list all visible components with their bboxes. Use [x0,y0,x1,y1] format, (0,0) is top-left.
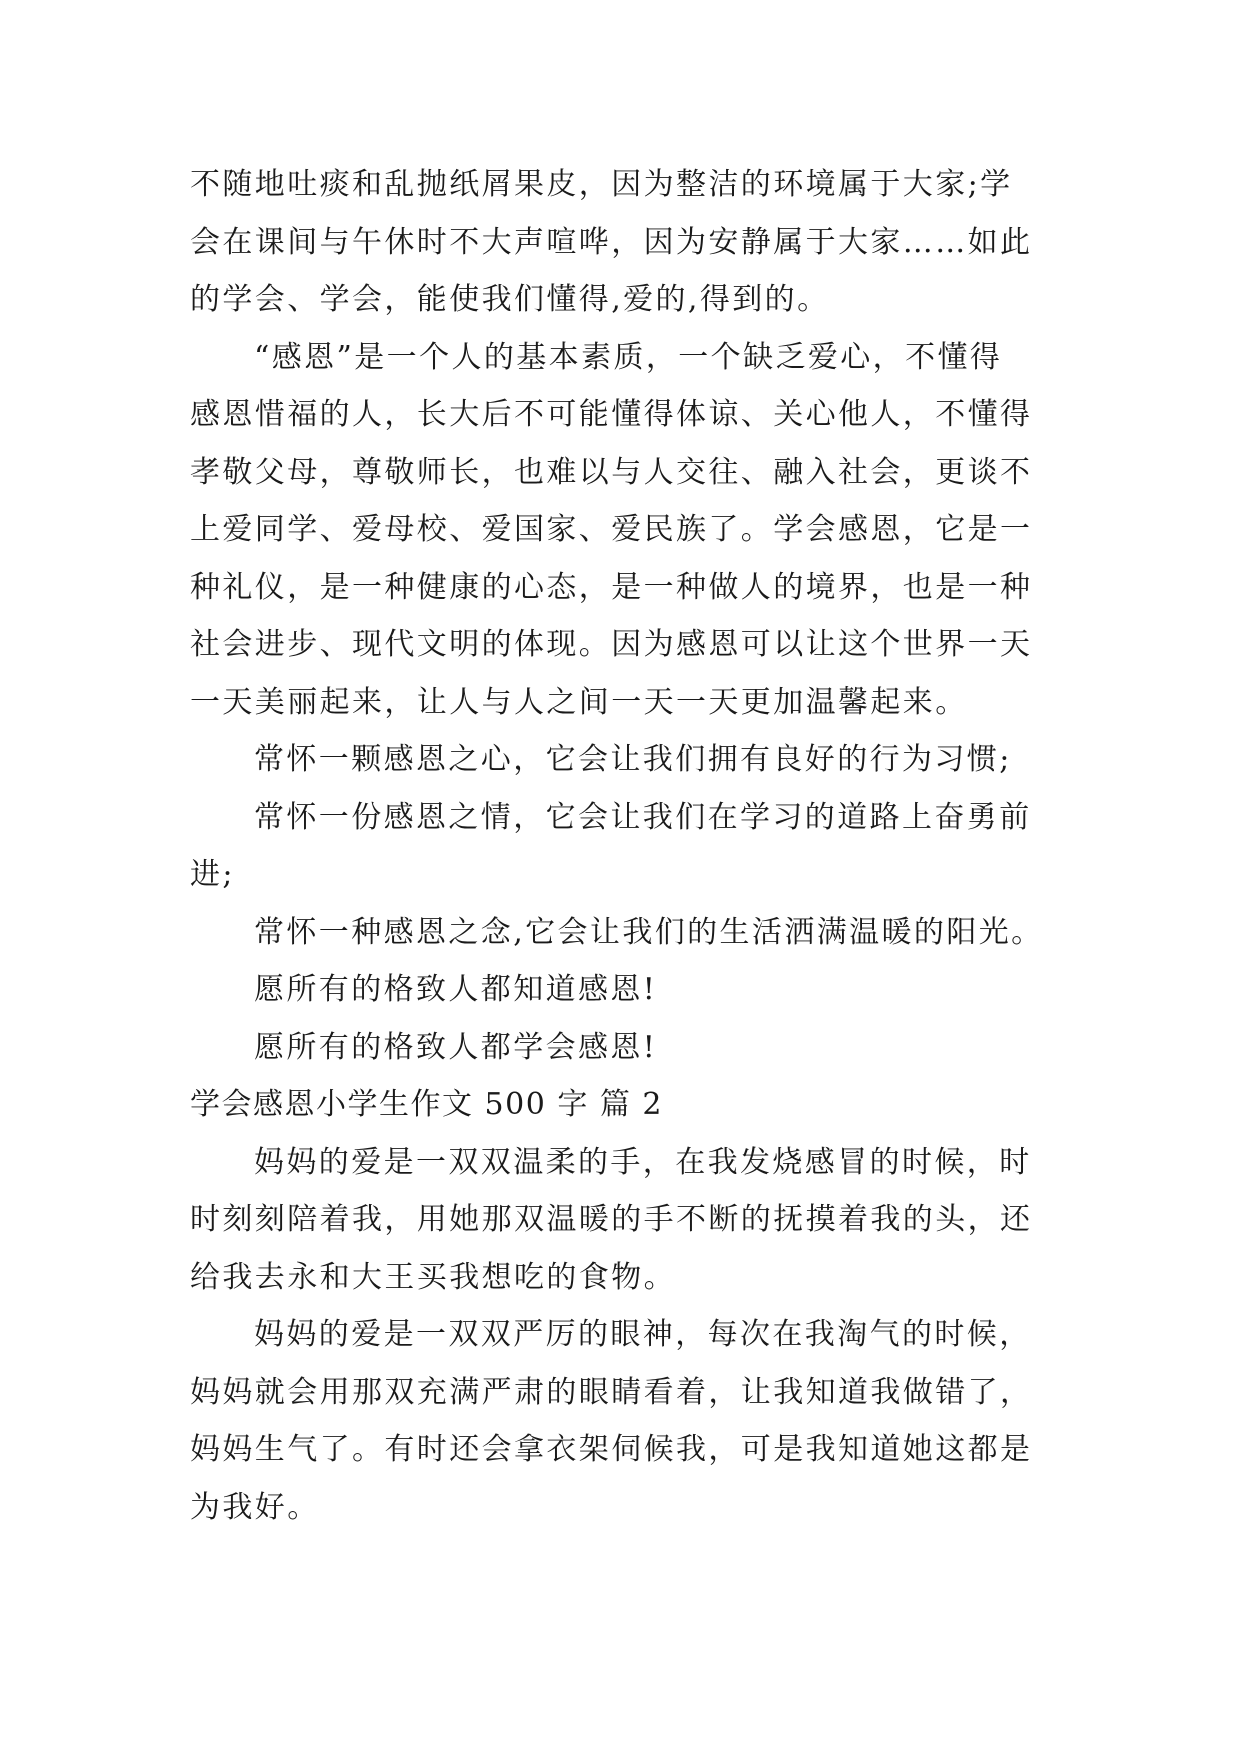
paragraph-line: 种礼仪，是一种健康的心态，是一种做人的境界，也是一种 [190,569,1033,605]
paragraph-line: 妈妈生气了。有时还会拿衣架伺候我，可是我知道她这都是 [190,1432,1033,1467]
paragraph-line: 感恩惜福的人，长大后不可能懂得体谅、关心他人，不懂得 [190,397,1033,432]
paragraph-line: 进; [190,857,235,892]
wish-learn-line: 愿所有的格致人都学会感恩! [254,1029,658,1065]
paragraph-line: 的学会、学会，能使我们懂得,爱的,得到的。 [190,282,830,317]
essay-body [190,156,1060,1536]
paragraph-line: 会在课间与午休时不大声喧哗，因为安静属于大家……如此 [190,224,1033,260]
thought-line: 常怀一种感恩之念,它会让我们的生活洒满温暖的阳光。 [254,914,1044,950]
paragraph-line: 孝敬父母，尊敬师长，也难以与人交往、融入社会，更谈不 [190,454,1033,490]
paragraph-line: 常怀一份感恩之情，它会让我们在学习的道路上奋勇前 [254,799,1032,835]
paragraph-line: 社会进步、现代文明的体现。因为感恩可以让这个世界一天 [190,627,1033,662]
paragraph-line: 不随地吐痰和乱抛纸屑果皮，因为整洁的环境属于大家;学 [190,167,1013,202]
paragraph-line: “感恩”是一个人的基本素质，一个缺乏爱心，不懂得 [254,339,1003,375]
paragraph-line: 妈妈的爱是一双双温柔的手，在我发烧感冒的时候，时 [254,1144,1032,1180]
paragraph-line: 为我好。 [190,1489,320,1525]
heart-line: 常怀一颗感恩之心，它会让我们拥有良好的行为习惯; [254,742,1012,777]
mother-hands-paragraph [190,1134,1060,1307]
wish-know-line: 愿所有的格致人都知道感恩! [254,972,658,1007]
feeling-paragraph [190,789,1060,904]
gratitude-paragraph [190,329,1060,732]
paragraph-line: 时刻刻陪着我，用她那双温暖的手不断的抚摸着我的头，还 [190,1202,1033,1237]
paragraph-line: 妈妈就会用那双充满严肃的眼睛看着，让我知道我做错了， [190,1374,1033,1410]
section-heading: 学会感恩小学生作文 500 字 篇 2 [190,1087,663,1122]
paragraph-line: 上爱同学、爱母校、爱国家、爱民族了。学会感恩，它是一 [190,512,1033,547]
paragraph-line: 一天美丽起来，让人与人之间一天一天更加温馨起来。 [190,684,968,720]
paragraph-line: 妈妈的爱是一双双严厉的眼神，每次在我淘气的时候， [254,1317,1032,1352]
mother-eyes-paragraph [190,1306,1060,1536]
paragraph-line: 给我去永和大王买我想吃的食物。 [190,1259,676,1295]
intro-paragraph [190,156,1060,329]
